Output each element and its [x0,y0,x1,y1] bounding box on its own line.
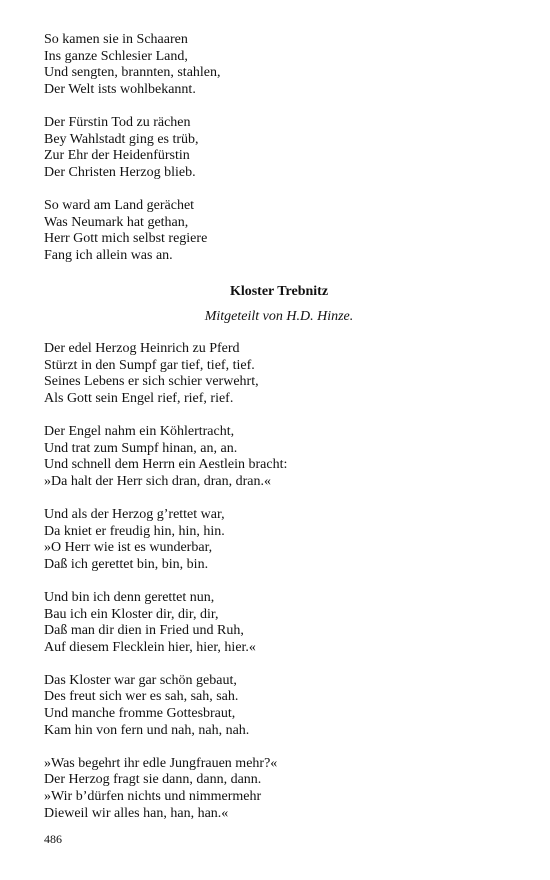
verse-line: »O Herr wie ist es wunderbar, [44,540,213,556]
verse-line: Bey Wahlstadt ging es trüb, [44,131,199,147]
verse-line: Dieweil wir alles han, han, han.« [44,805,229,821]
verse-line: Als Gott sein Engel rief, rief, rief. [44,390,234,406]
verse-line: Daß ich gerettet bin, bin, bin. [44,556,209,572]
page-number: 486 [44,832,62,846]
stanza [44,32,221,98]
poem-two [44,341,287,822]
verse-line: So ward am Land gerächet [44,197,195,213]
verse-line: Und schnell dem Herrn ein Aestlein bracht: [44,457,288,473]
stanza [44,590,287,656]
verse-line: Der edel Herzog Heinrich zu Pferd [44,341,240,356]
verse-line: Der Herzog fragt sie dann, dann, dann. [44,772,262,788]
stanza [44,198,221,264]
verse-line: Der Engel nahm ein Köhlertracht, [44,423,235,439]
verse-line: So kamen sie in Schaaren [44,32,188,47]
verse-line: Und als der Herzog g’rettet war, [44,506,225,522]
stanza [44,673,287,739]
verse-line: Seines Lebens er sich schier verwehrt, [44,374,259,390]
stanza [44,507,287,573]
verse-line: Der Fürstin Tod zu rächen [44,114,191,130]
stanza [44,341,287,407]
verse-line: Der Christen Herzog blieb. [44,164,196,180]
verse-line: Stürzt in den Sumpf gar tief, tief, tief. [44,357,255,373]
stanza [44,115,221,181]
verse-line: Auf diesem Flecklein hier, hier, hier.« [44,639,256,655]
verse-line: Ins ganze Schlesier Land, [44,48,188,64]
verse-line: Das Kloster war gar schön gebaut, [44,672,237,688]
stanza [44,424,287,490]
verse-line: Da kniet er freudig hin, hin, hin. [44,523,225,539]
poem-one [44,32,221,264]
verse-line: Der Welt ists wohlbekannt. [44,81,196,97]
verse-line: Was Neumark hat gethan, [44,214,189,230]
verse-line: »Da halt der Herr sich dran, dran, dran.« [44,473,272,489]
verse-line: Kam hin von fern und nah, nah, nah. [44,722,250,738]
verse-line: Fang ich allein was an. [44,247,173,263]
verse-line: Des freut sich wer es sah, sah, sah. [44,689,239,705]
poem-title: Kloster Trebnitz [229,284,329,299]
verse-line: Und sengten, brannten, stahlen, [44,65,221,81]
verse-line: Und bin ich denn gerettet nun, [44,589,215,605]
verse-line: Bau ich ein Kloster dir, dir, dir, [44,606,219,622]
verse-line: »Wir b’dürfen nichts und nimmermehr [44,789,262,805]
verse-line: Daß man dir dien in Fried und Ruh, [44,623,244,639]
verse-line: Und trat zum Sumpf hinan, an, an. [44,440,238,456]
verse-line: Und manche fromme Gottesbraut, [44,706,236,722]
stanza [44,756,287,822]
verse-line: Herr Gott mich selbst regiere [44,231,208,247]
verse-line: »Was begehrt ihr edle Jungfrauen mehr?« [44,755,278,771]
verse-line: Zur Ehr der Heidenfürstin [44,148,190,164]
poem-subtitle: Mitgeteilt von H.D. Hinze. [204,309,354,324]
